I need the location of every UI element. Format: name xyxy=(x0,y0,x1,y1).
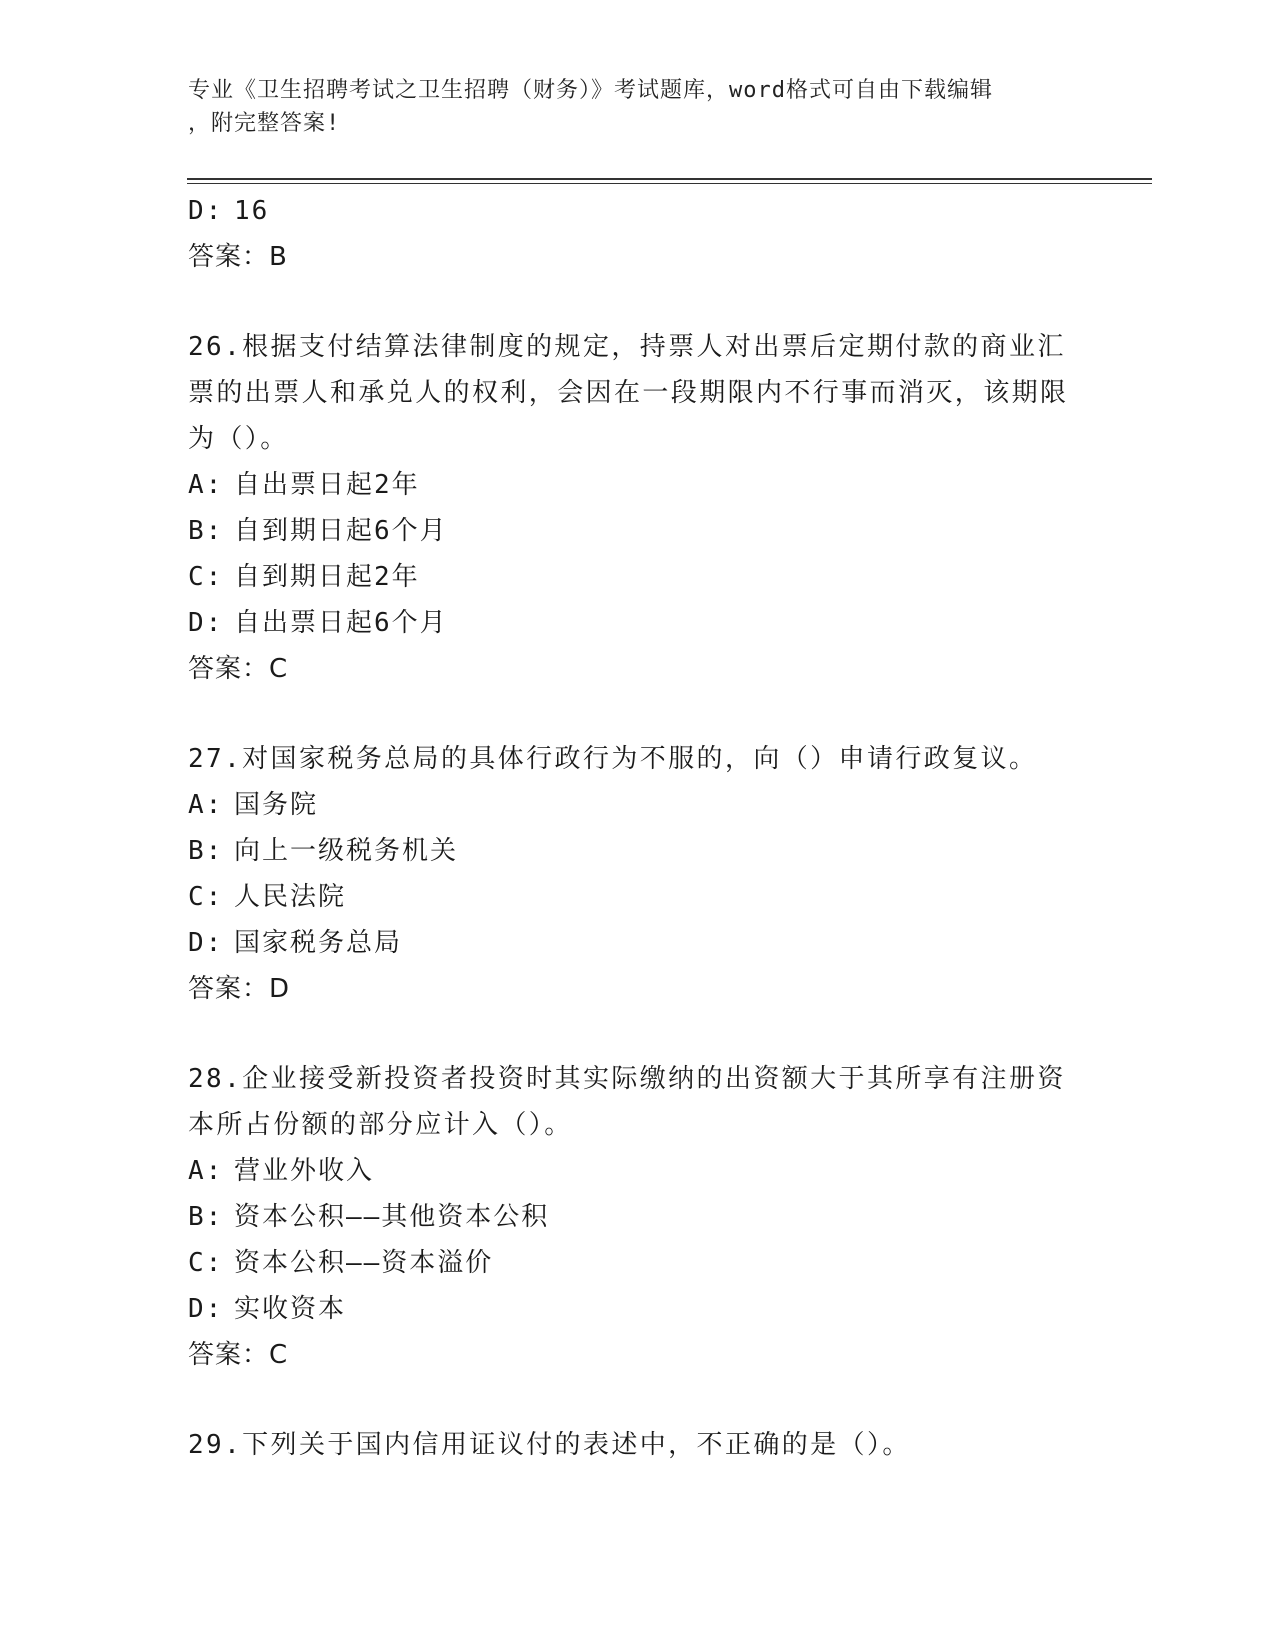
question-stem: 26.根据支付结算法律制度的规定，持票人对出票后定期付款的商业汇票的出票人和承兑人的权利，会因在一段期限内不行事而消灭，该期限为（）。 xyxy=(188,332,1069,454)
answer-line: 答案：C xyxy=(188,654,289,684)
question-28 xyxy=(188,1056,1088,1378)
option-text: 向上一级税务机关 xyxy=(234,836,459,866)
option-label: A: xyxy=(188,470,224,500)
option-c xyxy=(188,554,1088,600)
option-b xyxy=(188,828,1088,874)
question-29 xyxy=(188,1422,1088,1468)
option-text: 资本公积——资本溢价 xyxy=(234,1248,494,1278)
option-text: 自出票日起2年 xyxy=(234,470,420,500)
option-b xyxy=(188,1194,1088,1240)
option-c xyxy=(188,1240,1088,1286)
question-26 xyxy=(188,324,1088,692)
option-text: 国务院 xyxy=(234,790,319,820)
option-label: D: xyxy=(188,1294,224,1324)
option-label: C: xyxy=(188,562,224,592)
question-stem: 29.下列关于国内信用证议付的表述中，不正确的是（）。 xyxy=(188,1430,911,1460)
option-b xyxy=(188,508,1088,554)
option-label: D: xyxy=(188,928,224,958)
header-divider-thin xyxy=(187,183,1152,184)
header-divider-thick xyxy=(187,178,1152,180)
option-text: 自出票日起6个月 xyxy=(234,608,448,638)
option-a xyxy=(188,462,1088,508)
answer-line: 答案：C xyxy=(188,1340,289,1370)
option-a xyxy=(188,782,1088,828)
option-d xyxy=(188,1286,1088,1332)
option-label: A: xyxy=(188,1156,224,1186)
option-label: D: xyxy=(188,196,224,226)
option-text: 资本公积——其他资本公积 xyxy=(234,1202,550,1232)
answer-line: 答案：D xyxy=(188,974,291,1004)
option-text: 营业外收入 xyxy=(234,1156,375,1186)
option-d xyxy=(188,920,1088,966)
page-header xyxy=(188,74,1068,140)
header-line-1: 专业《卫生招聘考试之卫生招聘（财务）》考试题库，word格式可自由下载编辑 xyxy=(188,78,993,103)
question-list xyxy=(188,188,1088,1468)
option-text: 自到期日起6个月 xyxy=(234,516,448,546)
option-label: B: xyxy=(188,1202,224,1232)
answer-line: 答案：B xyxy=(188,242,288,272)
question-stem: 28.企业接受新投资者投资时其实际缴纳的出资额大于其所享有注册资本所占份额的部分应计入（）。 xyxy=(188,1064,1066,1140)
option-label: C: xyxy=(188,882,224,912)
option-label: A: xyxy=(188,790,224,820)
option-c xyxy=(188,874,1088,920)
option-label: B: xyxy=(188,516,224,546)
option-label: D: xyxy=(188,608,224,638)
question-stem: 27.对国家税务总局的具体行政行为不服的，向（）申请行政复议。 xyxy=(188,744,1038,774)
option-d xyxy=(188,600,1088,646)
question-27 xyxy=(188,736,1088,1012)
option-text: 人民法院 xyxy=(234,882,347,912)
header-line-2: ，附完整答案! xyxy=(188,111,341,136)
option-text: 国家税务总局 xyxy=(234,928,403,958)
option-label: B: xyxy=(188,836,224,866)
option-label: C: xyxy=(188,1248,224,1278)
option-text: 自到期日起2年 xyxy=(234,562,420,592)
option-d xyxy=(188,188,1088,234)
option-text: 实收资本 xyxy=(234,1294,347,1324)
option-text: 16 xyxy=(234,196,270,226)
option-a xyxy=(188,1148,1088,1194)
